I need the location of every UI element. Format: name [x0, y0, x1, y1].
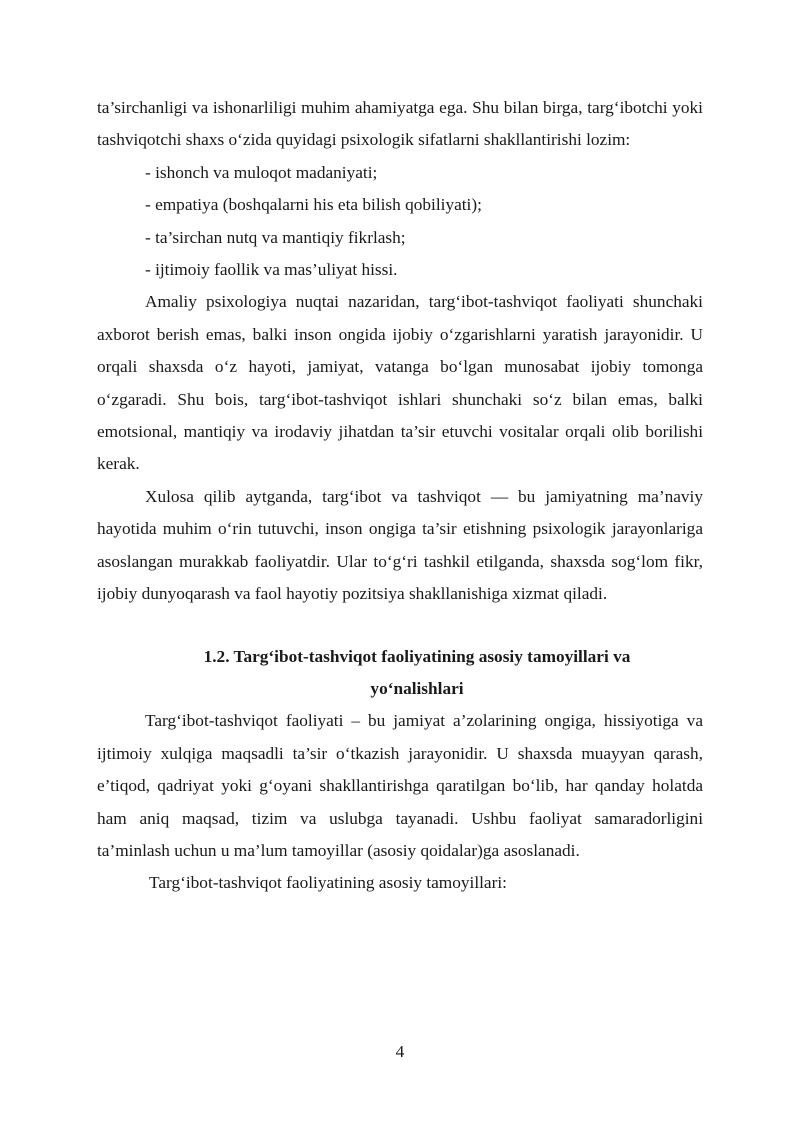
paragraph-1: ta’sirchanligi va ishonarliligi muhim ahamiyatga ega. Shu bilan birga, targ‘ibotchi yoki tashviqotchi shaxs o‘zida quyidagi psixologik sifatlarni shakllantirishi lozim:: [97, 98, 703, 150]
page-body: [97, 92, 703, 900]
paragraph-4: Targ‘ibot-tashviqot faoliyati – bu jamiyat a’zolarining ongiga, hissiyotiga va ijtimoiy xulqiga maqsadli ta’sir o‘tkazish jarayonidir. U shaxsda muayyan qarash, e’tiqod, qadriyat yoki g‘oyani shakllantirishga qaratilgan bo‘lib, har qanday holatda ham aniq maqsad, tizim va uslubga tayanadi. Ushbu faoliyat samaradorligini ta’minlash uchun u ma’lum tamoyillar (asosiy qoidalar)ga asoslanadi.: [97, 711, 703, 860]
page-number: 4: [395, 1042, 405, 1061]
paragraph-3: Xulosa qilib aytganda, targ‘ibot va tashviqot — bu jamiyatning ma’naviy hayotida muhim o‘rin tutuvchi, inson ongiga ta’sir etishning psixologik jarayonlariga asoslangan murakkab faoliyatdir. Ular to‘g‘ri tashkil etilganda, shaxsda sog‘lom fikr, ijobiy dunyoqarash va faol hayotiy pozitsiya shakllanishiga xizmat qiladi.: [97, 486, 703, 604]
section-heading-line-2: yo‘nalishlari: [370, 678, 464, 698]
paragraph-5: Targ‘ibot-tashviqot faoliyatining asosiy tamoyillari:: [149, 873, 507, 893]
list-item-responsibility: - ijtimoiy faollik va mas’uliyat hissi.: [145, 260, 398, 280]
paragraph-2: Amaliy psixologiya nuqtai nazaridan, targ‘ibot-tashviqot faoliyati shunchaki axborot berish emas, balki inson ongida ijobiy o‘zgarishlarni yaratish jarayonidir. U orqali shaxsda o‘z hayoti, jamiyat, vatanga bo‘lgan munosabat ijobiy tomonga o‘zgaradi. Shu bois, targ‘ibot-tashviqot ishlari shunchaki so‘z bilan emas, balki emotsional, mantiqiy va irodaviy jihatdan ta’sir etuvchi vositalar orqali olib borilishi kerak.: [97, 292, 703, 474]
section-heading-line-1: 1.2. Targ‘ibot-tashviqot faoliyatining asosiy tamoyillari va: [203, 646, 631, 666]
list-item-empathy: - empatiya (boshqalarni his eta bilish qobiliyati);: [145, 195, 482, 215]
section-heading: [97, 641, 703, 706]
list-item-speech: - ta’sirchan nutq va mantiqiy fikrlash;: [145, 227, 406, 247]
list-item-trust: - ishonch va muloqot madaniyati;: [145, 162, 378, 182]
